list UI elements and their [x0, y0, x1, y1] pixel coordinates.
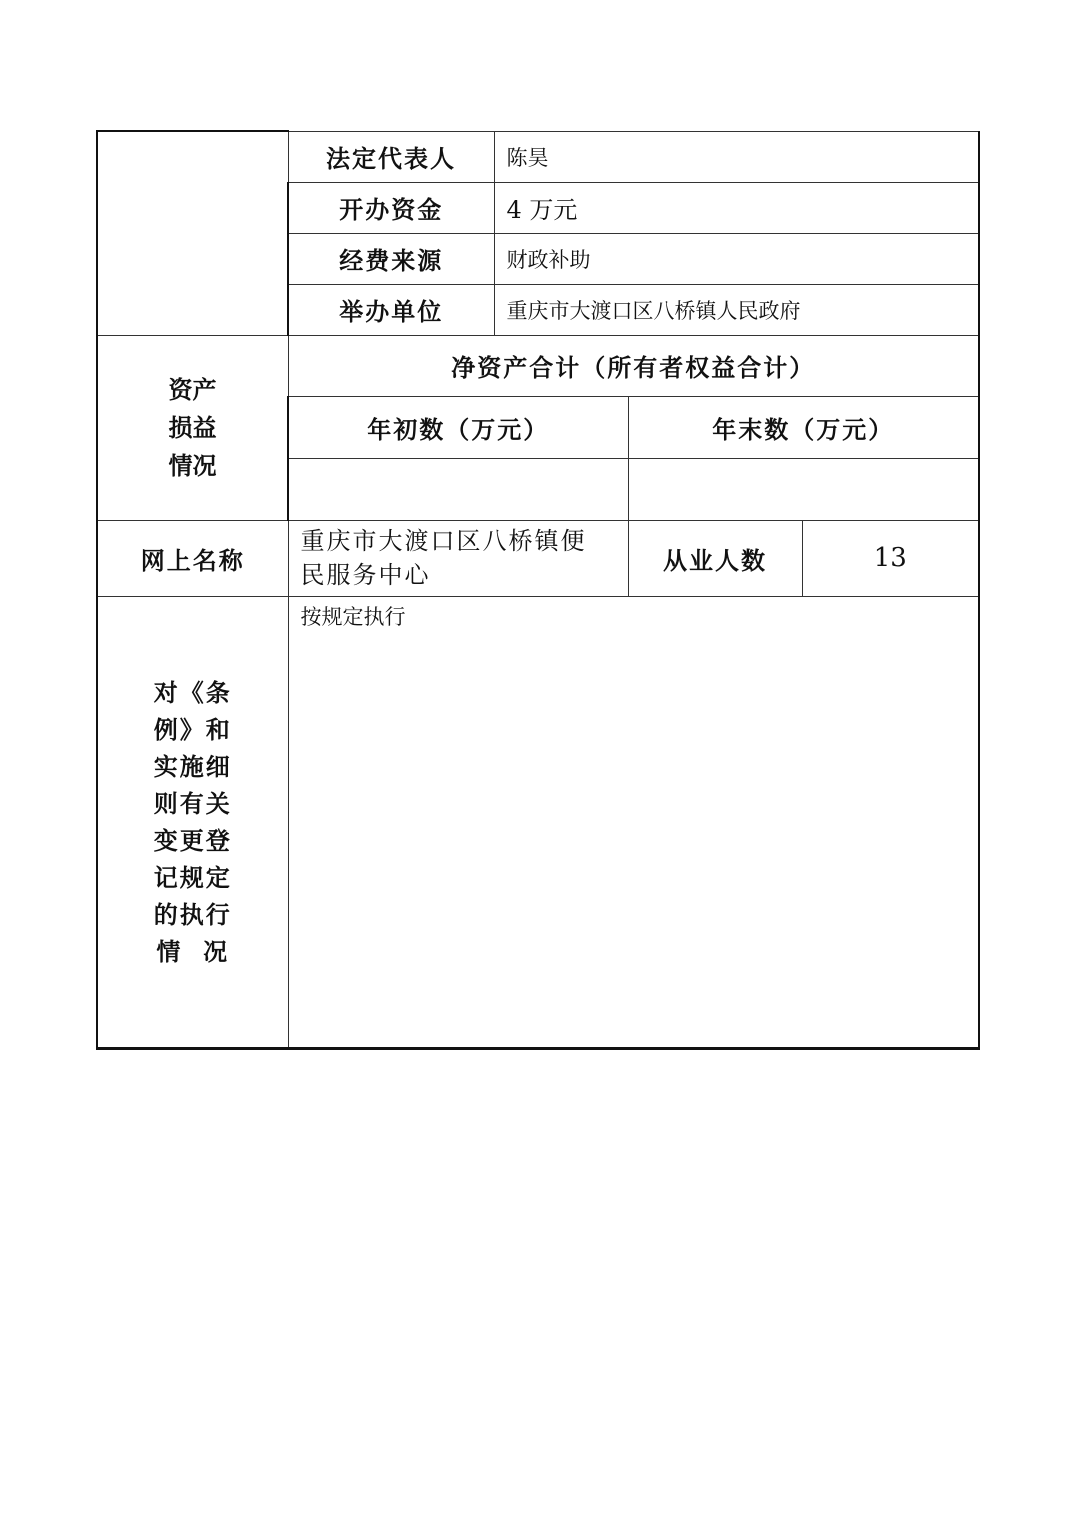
online-name-label: 网上名称: [97, 520, 288, 596]
assets-side-line: 资产: [168, 374, 217, 404]
row-legal-rep: [97, 131, 979, 182]
regulation-side-line: 对《条: [153, 677, 232, 707]
regulation-side-line: 则有关: [153, 788, 232, 818]
end-year-label: 年末数（万元）: [628, 396, 979, 458]
online-name-line: 民服务中心: [300, 561, 431, 589]
regulation-side-line: 例》和: [153, 714, 232, 744]
sponsor-label: 举办单位: [288, 284, 494, 335]
assets-side-line: 损益: [168, 412, 217, 442]
regulation-side-line: 变更登: [153, 825, 232, 855]
regulation-side-line: 情 况: [156, 936, 230, 966]
row-regulation: [97, 596, 979, 1048]
sponsor-value: 重庆市大渡口区八桥镇人民政府: [494, 284, 979, 335]
funding-value: 财政补助: [494, 233, 979, 284]
legal-rep-label: 法定代表人: [288, 131, 494, 182]
funding-label: 经费来源: [288, 233, 494, 284]
assets-side-label: [97, 335, 288, 520]
staff-count-label: 从业人数: [628, 520, 802, 596]
end-year-value: [628, 458, 979, 520]
begin-year-value: [288, 458, 628, 520]
capital-value: 4 万元: [494, 182, 979, 233]
regulation-side-line: 实施细: [153, 751, 232, 781]
row-online: [97, 520, 979, 596]
regulation-side-label: [97, 596, 288, 1048]
regulation-value: 按规定执行: [288, 596, 979, 1048]
online-name-line: 重庆市大渡口区八桥镇便: [300, 527, 587, 555]
row-assets-header: [97, 335, 979, 396]
capital-label: 开办资金: [288, 182, 494, 233]
staff-count-value: 13: [802, 520, 979, 596]
assets-side-line: 情况: [168, 450, 217, 480]
begin-year-label: 年初数（万元）: [288, 396, 628, 458]
net-assets-header: 净资产合计（所有者权益合计）: [288, 335, 979, 396]
registration-table: [96, 130, 980, 1050]
online-name-value: [288, 520, 628, 596]
regulation-side-line: 记规定: [153, 862, 232, 892]
blank-side-cell: [97, 131, 288, 335]
legal-rep-value: 陈昊: [494, 131, 979, 182]
regulation-side-line: 的执行: [153, 899, 232, 929]
